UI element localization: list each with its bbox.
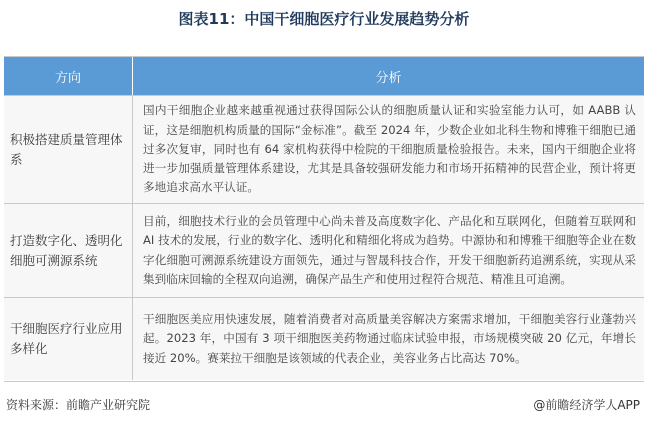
header-direction: 方向: [4, 57, 133, 95]
table-header: [4, 57, 644, 95]
source-note: 资料来源：前瞻产业研究院: [6, 398, 151, 412]
row-direction: 干细胞医疗行业应用多样化: [4, 298, 133, 380]
table-row: [4, 203, 644, 297]
trend-table: [4, 56, 644, 382]
row-analysis: 干细胞医美应用快速发展，随着消费者对高质量美容解决方案需求增加，干细胞美容行业蓬勃兴起。2023 年，中国有 3 项干细胞医美药物通过临床试验申报，市场规模突破 20 亿元，年增长接近 20%。赛莱拉干细胞是该领域的代表企业，美容业务占比高达 70%。: [143, 312, 636, 365]
row-analysis: 目前，细胞技术行业的会员管理中心尚未普及高度数字化、产品化和互联网化，但随着互联网和 AI 技术的发展，行业的数字化、透明化和精细化将成为趋势。中源协和和博雅干细胞等企业在数字化细胞可溯源系统建设方面领先，通过与智晟科技合作，开发干细胞新药追溯系统，实现从采集到临床回输的全程双向追溯，确保产品生产和使用过程符合规范、精准且可追溯。: [143, 214, 636, 286]
header-analysis: 分析: [375, 70, 402, 86]
row-direction: 打造数字化、透明化细胞可溯源系统: [4, 204, 133, 297]
brand-credit: @前瞻经济学人APP: [533, 398, 640, 412]
row-direction: 积极搭建质量管理体系: [4, 96, 133, 203]
table-row: [4, 297, 644, 380]
figure-title: 图表11：中国干细胞医疗行业发展趋势分析: [178, 10, 470, 28]
row-analysis: 国内干细胞企业越来越重视通过获得国际公认的细胞质量认证和实验室能力认可，如 AABB 认证，这是细胞机构质量的国际“金标准”。截至 2024 年，少数企业如北科生物和博雅干细胞已通过多次复审，同时也有 64 家机构获得中检院的干细胞质量检验报告。未来，国内干细胞企业将进一步加强质量管理体系建设，尤其是具备较强研发能力和市场开拓精神的民营企业，预计将更多地追求高水平认证。: [143, 103, 636, 195]
table-row: [4, 95, 644, 203]
